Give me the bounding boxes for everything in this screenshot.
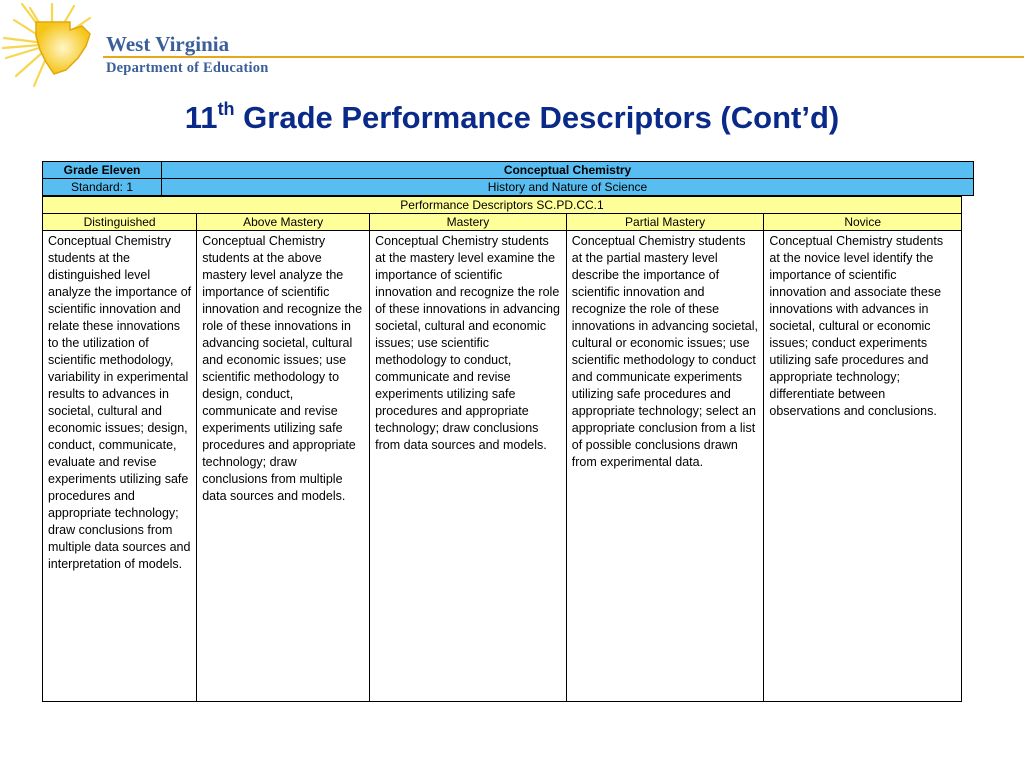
slide-title [0, 100, 1024, 136]
column-header-above-mastery: Above Mastery [197, 214, 370, 231]
grade-label: Grade Eleven [43, 162, 162, 179]
header-rule [103, 56, 1024, 58]
descriptors-row [43, 231, 962, 702]
wv-sun-logo-icon [0, 0, 110, 90]
course-name: Conceptual Chemistry [162, 162, 974, 179]
grade-header-table [42, 161, 974, 196]
descriptor-novice: Conceptual Chemistry students at the novice level identify the importance of scientific innovation and associate these innovations with advances in societal, cultural or economic issues; conduct experiments utilizing safe procedures and appropriate technology; differentiate between observations and conclusions. [764, 231, 962, 702]
descriptors-caption: Performance Descriptors SC.PD.CC.1 [43, 197, 962, 214]
column-header-novice: Novice [764, 214, 962, 231]
column-header-partial-mastery: Partial Mastery [566, 214, 764, 231]
title-superscript: th [217, 98, 235, 119]
column-header-row [43, 214, 962, 231]
standard-row [43, 179, 974, 196]
title-text: Grade Performance Descriptors (Cont’d) [234, 100, 840, 135]
descriptor-mastery: Conceptual Chemistry students at the mastery level examine the importance of scientific innovation and recognize the role of these innovations in advancing societal, cultural and economic issues; use scientific methodology to conduct, communicate and revise experiments utilizing safe procedures and appropriate technology; draw conclusions from data sources and models. [370, 231, 567, 702]
column-header-mastery: Mastery [370, 214, 567, 231]
grade-row [43, 162, 974, 179]
descriptor-partial-mastery: Conceptual Chemistry students at the partial mastery level describe the importance of scientific innovation and recognize the role of these innovations in advancing societal, cultural or economic issues; use scientific methodology to conduct and communicate experiments utilizing safe procedures and appropriate technology; select an appropriate conclusion from a list of possible conclusions drawn from experimental data. [566, 231, 764, 702]
standard-name: History and Nature of Science [162, 179, 974, 196]
standard-label: Standard: 1 [43, 179, 162, 196]
descriptor-above-mastery: Conceptual Chemistry students at the above mastery level analyze the importance of scientific innovation and recognize the role of these innovations in advancing societal, cultural and economic issues; use scientific methodology to design, conduct, communicate and revise experiments utilizing safe procedures and appropriate technology; draw conclusions from multiple data sources and models. [197, 231, 370, 702]
column-header-distinguished: Distinguished [43, 214, 197, 231]
logo-state-name: West Virginia [106, 32, 230, 56]
performance-descriptors-table [42, 196, 962, 702]
caption-row [43, 197, 962, 214]
descriptor-distinguished: Conceptual Chemistry students at the distinguished level analyze the importance of scientific innovation and relate these innovations to the utilization of scientific methodology, variability in experimental results to advances in societal, cultural and economic issues; design, conduct, communicate, evaluate and revise experiments utilizing safe procedures and appropriate technology; draw conclusions from multiple data sources and interpretation of models. [43, 231, 197, 702]
title-number: 11 [184, 100, 218, 135]
logo-department-name: Department of Education [106, 60, 269, 76]
